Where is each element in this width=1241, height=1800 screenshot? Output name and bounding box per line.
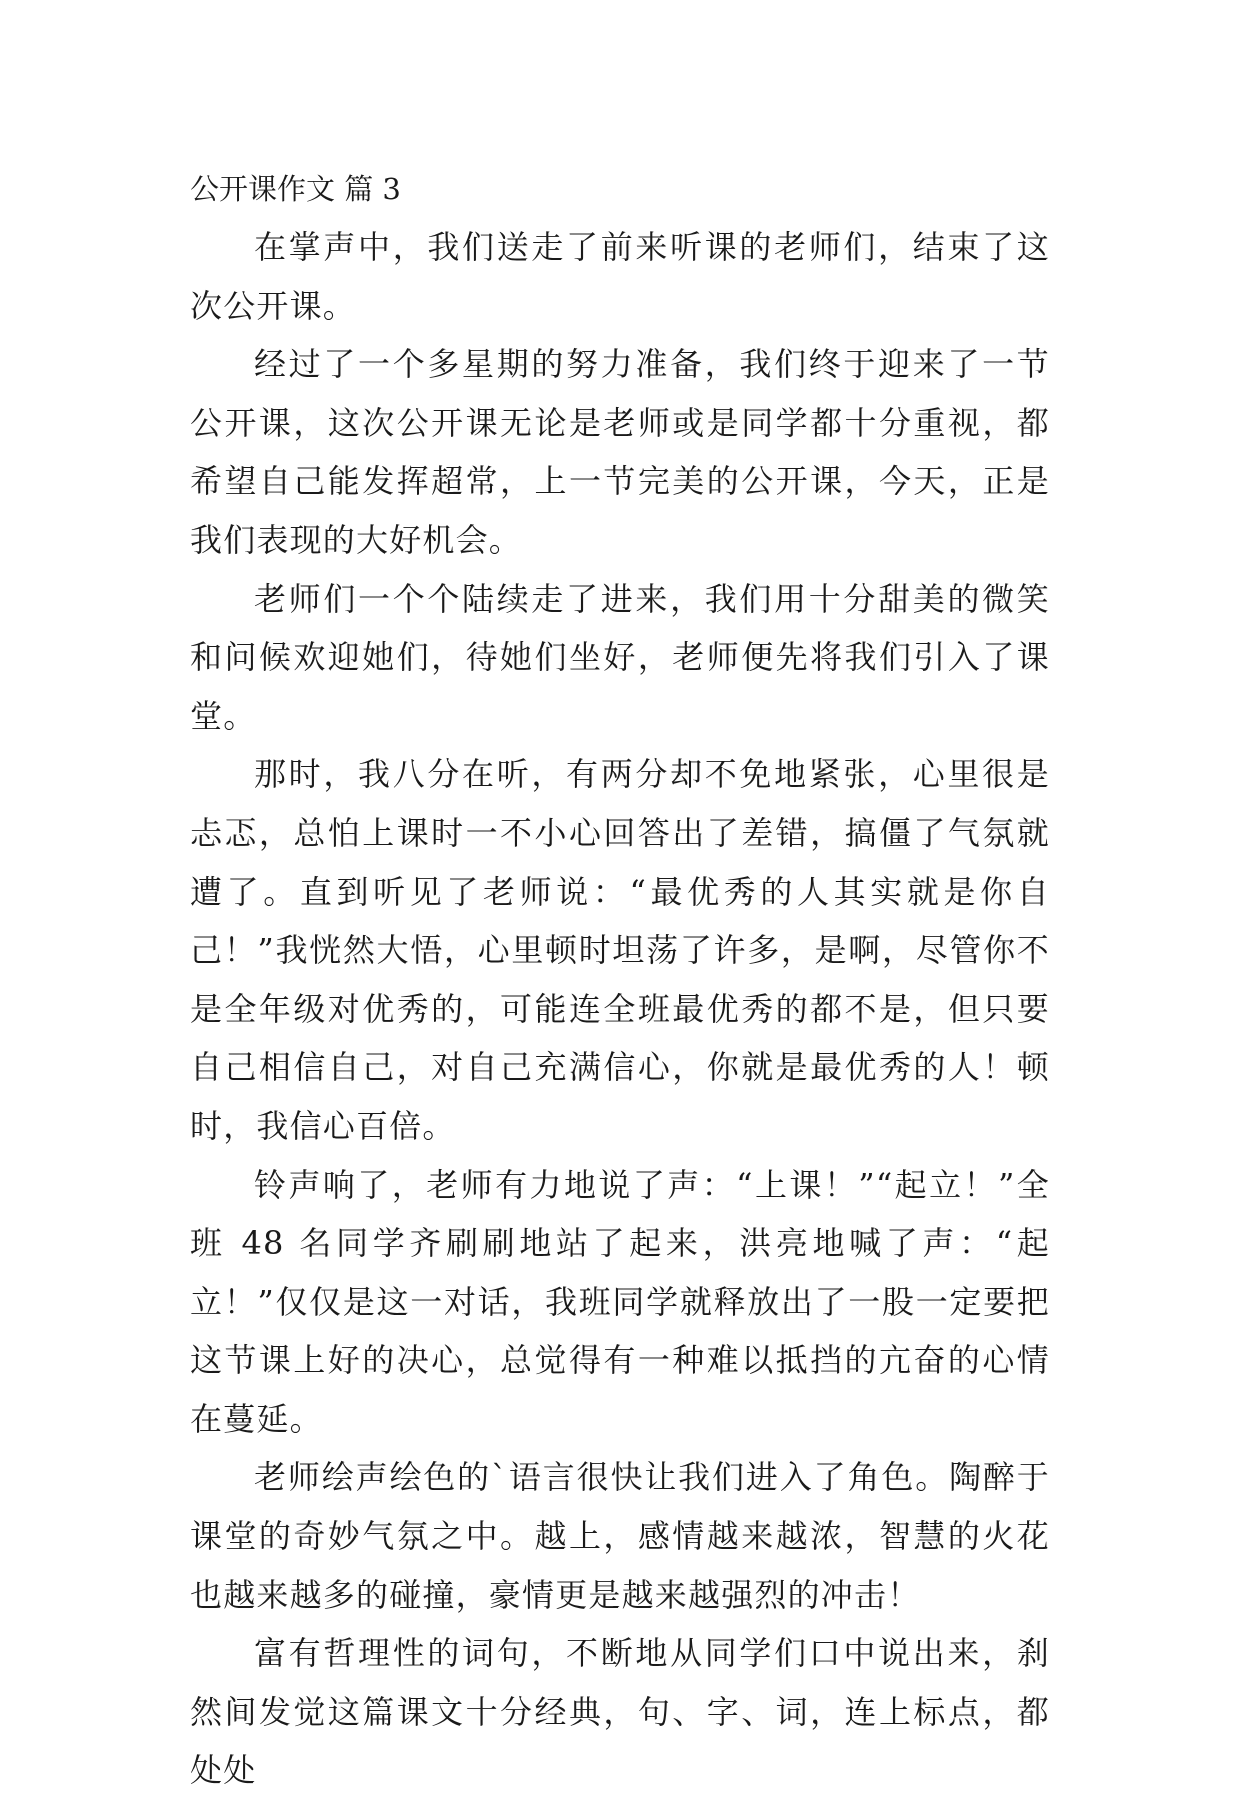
paragraph-3: 老师们一个个陆续走了进来，我们用十分甜美的微笑和问候欢迎她们，待她们坐好，老师便先将我们引入了课堂。 xyxy=(190,579,1050,735)
paragraph-7: 富有哲理性的词句，不断地从同学们口中说出来，刹然间发觉这篇课文十分经典，句、字、词，连上标点，都处处 xyxy=(190,1634,1050,1790)
paragraph-1: 在掌声中，我们送走了前来听课的老师们，结束了这次公开课。 xyxy=(190,228,1050,325)
paragraph-2: 经过了一个多星期的努力准备，我们终于迎来了一节公开课，这次公开课无论是老师或是同学都十分重视，都希望自己能发挥超常，上一节完美的公开课，今天，正是我们表现的大好机会。 xyxy=(190,345,1050,559)
paragraph-5: 铃声响了，老师有力地说了声：“上课！”“起立！”全班 48 名同学齐刷刷地站了起来，洪亮地喊了声：“起立！”仅仅是这一对话，我班同学就释放出了一股一定要把这节课上好的决心，总觉得有一种难以抵挡的亢奋的心情在蔓延。 xyxy=(190,1165,1050,1438)
paragraph-6: 老师绘声绘色的`语言很快让我们进入了角色。陶醉于课堂的奇妙气氛之中。越上，感情越来越浓，智慧的火花也越来越多的碰撞，豪情更是越来越强烈的冲击！ xyxy=(190,1458,1050,1614)
document-page xyxy=(190,160,1050,1800)
paragraph-4: 那时，我八分在听，有两分却不免地紧张，心里很是忐忑，总怕上课时一不小心回答出了差错，搞僵了气氛就遭了。直到听见了老师说：“最优秀的人其实就是你自己！”我恍然大悟，心里顿时坦荡了许多，是啊，尽管你不是全年级对优秀的，可能连全班最优秀的都不是，但只要自己相信自己，对自己充满信心，你就是最优秀的人！顿时，我信心百倍。 xyxy=(190,755,1050,1145)
document-title: 公开课作文 篇 3 xyxy=(190,172,401,206)
